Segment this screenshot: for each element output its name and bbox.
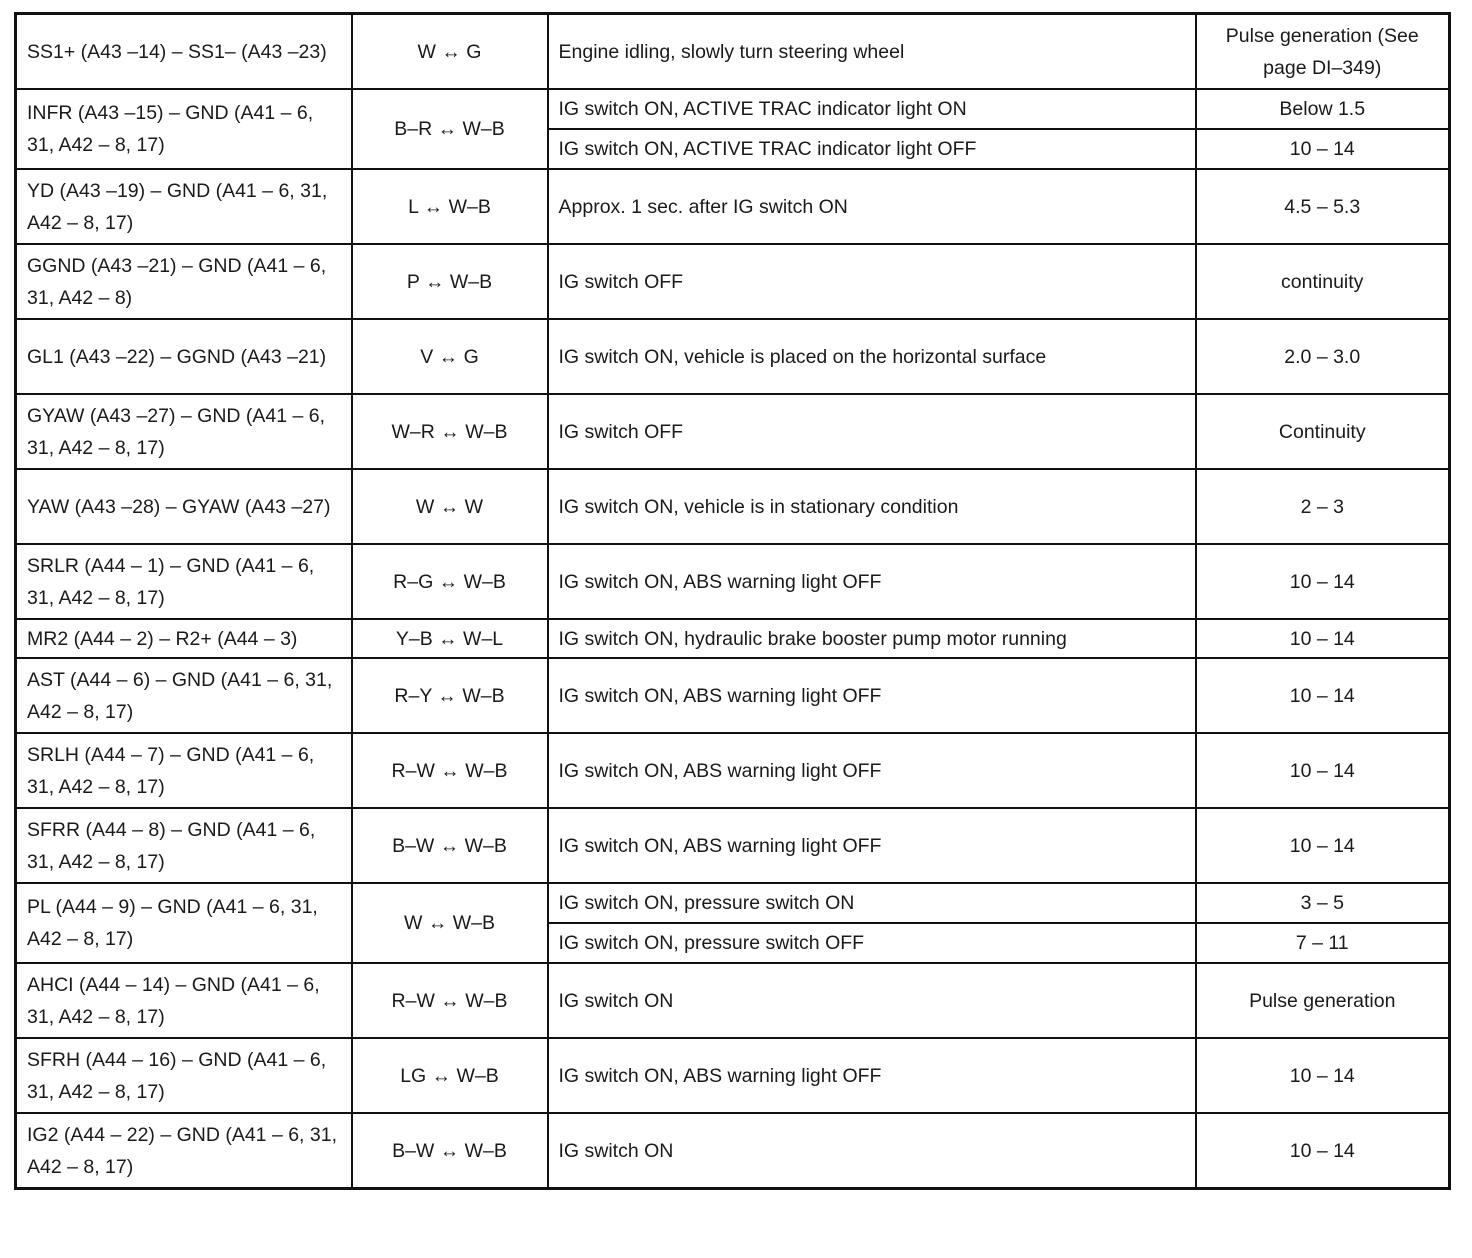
table-row [16,1113,1450,1189]
terminal-cell: PL (A44 – 9) – GND (A41 – 6, 31, A42 – 8, 17) [16,883,352,963]
specified-condition-cell: 10 – 14 [1196,808,1450,883]
table-row [16,394,1450,469]
specified-condition-cell: 10 – 14 [1196,619,1450,658]
terminal-cell: INFR (A43 –15) – GND (A41 – 6, 31, A42 – 8, 17) [16,89,352,169]
terminal-cell: AST (A44 – 6) – GND (A41 – 6, 31, A42 – 8, 17) [16,658,352,733]
specified-condition-cell: 7 – 11 [1196,923,1450,963]
table-row [16,619,1450,658]
table-row [16,244,1450,319]
specified-condition-cell: 10 – 14 [1196,1113,1450,1189]
specified-condition-cell: 4.5 – 5.3 [1196,169,1450,244]
wiring-color-cell: LG ↔ W–B [352,1038,548,1113]
wiring-color-cell: W ↔ W–B [352,883,548,963]
condition-cell: IG switch ON, pressure switch ON [548,883,1196,923]
specified-condition-cell: Pulse generation [1196,963,1450,1038]
condition-cell: IG switch ON, pressure switch OFF [548,923,1196,963]
terminal-cell: YD (A43 –19) – GND (A41 – 6, 31, A42 – 8, 17) [16,169,352,244]
terminal-cell: GGND (A43 –21) – GND (A41 – 6, 31, A42 – 8) [16,244,352,319]
wiring-color-cell: Y–B ↔ W–L [352,619,548,658]
terminal-voltage-table [14,12,1451,1190]
table-row [16,89,1450,129]
condition-cell: IG switch ON, hydraulic brake booster pump motor running [548,619,1196,658]
condition-cell: IG switch ON, ABS warning light OFF [548,808,1196,883]
table-row [16,883,1450,923]
table-row [16,14,1450,90]
condition-cell: IG switch ON, ABS warning light OFF [548,658,1196,733]
table-row [16,963,1450,1038]
terminal-inspection-sheet [14,12,1448,1190]
condition-cell: IG switch OFF [548,394,1196,469]
wiring-color-cell: R–G ↔ W–B [352,544,548,619]
wiring-color-cell: R–W ↔ W–B [352,963,548,1038]
terminal-cell: AHCI (A44 – 14) – GND (A41 – 6, 31, A42 – 8, 17) [16,963,352,1038]
terminal-cell: YAW (A43 –28) – GYAW (A43 –27) [16,469,352,544]
terminal-cell: GYAW (A43 –27) – GND (A41 – 6, 31, A42 – 8, 17) [16,394,352,469]
specified-condition-cell: Pulse generation (See page DI–349) [1196,14,1450,90]
wiring-color-cell: B–R ↔ W–B [352,89,548,169]
terminal-cell: MR2 (A44 – 2) – R2+ (A44 – 3) [16,619,352,658]
table-row [16,544,1450,619]
table-row [16,733,1450,808]
terminal-cell: SS1+ (A43 –14) – SS1– (A43 –23) [16,14,352,90]
specified-condition-cell: 2 – 3 [1196,469,1450,544]
condition-cell: IG switch ON [548,1113,1196,1189]
specified-condition-cell: Below 1.5 [1196,89,1450,129]
condition-cell: IG switch ON, ABS warning light OFF [548,733,1196,808]
wiring-color-cell: W–R ↔ W–B [352,394,548,469]
terminal-cell: SRLR (A44 – 1) – GND (A41 – 6, 31, A42 – 8, 17) [16,544,352,619]
specified-condition-cell: 10 – 14 [1196,129,1450,169]
table-row [16,1038,1450,1113]
wiring-color-cell: W ↔ W [352,469,548,544]
specified-condition-cell: 2.0 – 3.0 [1196,319,1450,394]
wiring-color-cell: R–W ↔ W–B [352,733,548,808]
condition-cell: IG switch ON, ACTIVE TRAC indicator light ON [548,89,1196,129]
table-row [16,808,1450,883]
specified-condition-cell: 10 – 14 [1196,544,1450,619]
specified-condition-cell: continuity [1196,244,1450,319]
condition-cell: Approx. 1 sec. after IG switch ON [548,169,1196,244]
wiring-color-cell: V ↔ G [352,319,548,394]
condition-cell: IG switch ON, vehicle is placed on the horizontal surface [548,319,1196,394]
specified-condition-cell: 10 – 14 [1196,1038,1450,1113]
terminal-cell: SRLH (A44 – 7) – GND (A41 – 6, 31, A42 – 8, 17) [16,733,352,808]
table-row [16,169,1450,244]
condition-cell: IG switch ON [548,963,1196,1038]
condition-cell: IG switch ON, ABS warning light OFF [548,544,1196,619]
table-row [16,319,1450,394]
wiring-color-cell: P ↔ W–B [352,244,548,319]
wiring-color-cell: W ↔ G [352,14,548,90]
specified-condition-cell: 3 – 5 [1196,883,1450,923]
specified-condition-cell: Continuity [1196,394,1450,469]
wiring-color-cell: B–W ↔ W–B [352,808,548,883]
terminal-cell: SFRH (A44 – 16) – GND (A41 – 6, 31, A42 – 8, 17) [16,1038,352,1113]
condition-cell: IG switch ON, ABS warning light OFF [548,1038,1196,1113]
condition-cell: IG switch ON, vehicle is in stationary condition [548,469,1196,544]
terminal-cell: SFRR (A44 – 8) – GND (A41 – 6, 31, A42 – 8, 17) [16,808,352,883]
specified-condition-cell: 10 – 14 [1196,658,1450,733]
table-row [16,658,1450,733]
terminal-cell: GL1 (A43 –22) – GGND (A43 –21) [16,319,352,394]
wiring-color-cell: B–W ↔ W–B [352,1113,548,1189]
wiring-color-cell: L ↔ W–B [352,169,548,244]
wiring-color-cell: R–Y ↔ W–B [352,658,548,733]
condition-cell: Engine idling, slowly turn steering wheel [548,14,1196,90]
terminal-cell: IG2 (A44 – 22) – GND (A41 – 6, 31, A42 – 8, 17) [16,1113,352,1189]
condition-cell: IG switch OFF [548,244,1196,319]
specified-condition-cell: 10 – 14 [1196,733,1450,808]
table-row [16,469,1450,544]
condition-cell: IG switch ON, ACTIVE TRAC indicator light OFF [548,129,1196,169]
